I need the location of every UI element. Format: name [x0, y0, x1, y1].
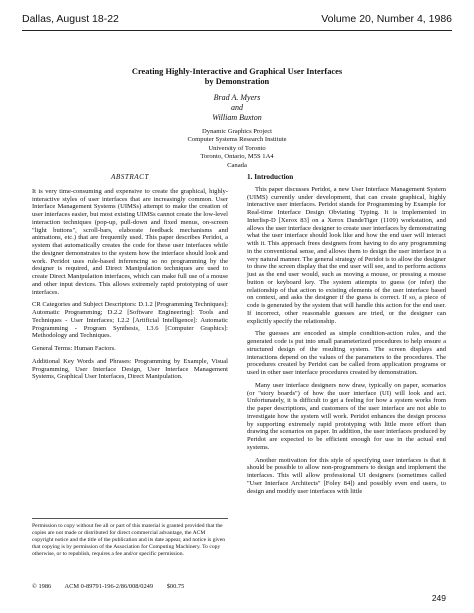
author-conjunction: and — [231, 103, 243, 112]
affiliation-line: Canada — [227, 161, 247, 169]
affiliation — [60, 128, 414, 170]
copyright-line — [32, 583, 196, 590]
header-rule — [22, 30, 452, 31]
title-line-1: Creating Highly-Interactive and Graphical User Interfaces — [131, 67, 343, 76]
keywords: Additional Key Words and Phrases: Programming by Example, Visual Programming, User Interface Design, User Interface Management Systems, Graphical User Interfaces, Direct Manipulation. — [32, 357, 228, 381]
page-number: 249 — [431, 593, 446, 603]
author-2: William Buxton — [212, 113, 262, 122]
abstract-heading: ABSTRACT — [111, 173, 149, 181]
intro-paragraph-1: This paper discusses Peridot, a new User Interface Management System (UIMS) currently under development, that can create graphical, highly interactive user interfaces. Peridot stands for Programming by Example for Real-time Interface Design Obviating Typing. It is implemented in Interlisp-D [Xerox 83] on a Xerox DandeTiger (1109) workstation, and allows the user interface designer to create user interfaces by demonstrating what the user interface should look like and how the end user will interact with it. This approach frees designers from having to do any programming in the conventional sense, and allows them to design the user interface in a very natural manner. The general strategy of Peridot is to allow the designer to draw the screen display that the end user will see, and to perform actions just as the end user would, such as moving a mouse, or pressing a mouse button or keyboard key. The system attempts to guess (or infer) the relationship of that action to existing elements of the user interface based on context, and asks the designer if the guess is correct. If so, a piece of code is generated by the system that will handle this action for the end user. If incorrect, other reasonable guesses are tried, or the designer can explicitly specify the relationship. — [247, 185, 446, 325]
copyright-year: © 1986 — [32, 583, 52, 590]
intro-paragraph-4: Another motivation for this style of specifying user interfaces is that it should be possible to allow non-programmers to design and implement the interfaces. This will allow professional UI designers (sometimes called "User Interface Architects" [Foley 84]) and possibly even end users, to design and modify user interfaces with little — [247, 456, 446, 495]
affiliation-line: University of Toronto — [208, 144, 266, 152]
title-line-2: by Demonstration — [204, 77, 270, 86]
cr-categories: CR Categories and Subject Descriptors: D.1.2 [Programming Techniques]: Automatic Programming; D.2.2 [Software Engineering]: Tools and Techniques - User Interfaces; I.2.2 [Artificial Intelligence]: Automatic Programming - Program Synthesis, I.3.6 [Computer Graphics]: Methodology and Techniques. — [32, 301, 228, 340]
general-terms: General Terms: Human Factors. — [32, 345, 116, 352]
right-column — [247, 174, 446, 500]
acm-number: ACM 0-89791-196-2/86/008/0249 — [64, 583, 154, 590]
copyright-notice: Permission to copy without fee all or part of this material is granted provided that the copies are not made or distributed for direct commercial advantage, the ACM copyright notice and the title of the publication and its date appear, and notice is given that copying is by permission of the Association for Computing Machinery. To copy otherwise, or to republish, requires a fee and/or specific permission. — [32, 518, 228, 558]
left-column — [32, 174, 228, 386]
price: $00.75 — [166, 583, 185, 590]
affiliation-line: Computer Systems Research Institute — [187, 136, 287, 144]
paper-title — [60, 67, 414, 87]
running-header — [22, 13, 452, 27]
intro-paragraph-3: Many user interface designers now draw, typically on paper, scenarios (or "story boards") of how the user interface (UI) will look and act. Unfortunately, it is difficult to get a feeling for how a system works from the paper descriptions, and customers of the user interface are not able to investigate how the system will work. Peridot enhances the design process by supporting extremely rapid prototyping with little more effort than drawing the scenarios on paper. In addition, the user interfaces produced by Peridot are expected to be efficient enough for use in the actual end systems. — [247, 381, 446, 451]
affiliation-line: Toronto, Ontario, M5S 1A4 — [200, 153, 274, 161]
intro-paragraph-2: The guesses are encoded as simple condition-action rules, and the generated code is put into small parameterized procedures to help ensure a structured design of the resulting system. The screen displays and interactions depend on the values of the parameters to the procedures. The procedures created by Peridot can be called from application programs or used in other user interface procedures created by demonstration. — [247, 330, 446, 376]
affiliation-line: Dynamic Graphics Project — [202, 128, 272, 135]
header-conference: Dallas, August 18-22 — [22, 13, 119, 25]
author-1: Brad A. Myers — [213, 93, 261, 102]
header-volume: Volume 20, Number 4, 1986 — [321, 13, 452, 25]
intro-heading: 1. Introduction — [247, 173, 294, 181]
abstract-text: It is very time-consuming and expensive to create the graphical, highly-interactive styles of user interfaces that are increasingly common. User Interface Management Systems (UIMSs) attempt to make the creation of user interfaces easier, but most existing UIMSs cannot create the low-level interaction techniques (pop-up, pull-down and fixed menus, on-screen "light buttons", scroll-bars, elaborate feedback mechanisms and animations, etc.) that are frequently used. This paper describes Peridot, a system that automatically creates the code for these user interfaces while the designer demonstrates to the system how the interface should look and work. Peridot uses rule-based inferencing so no programming by the designer is required, and Direct Manipulation techniques are used to create Direct Manipulation interfaces, which can make full use of a mouse and other input devices. This allows extremely rapid prototyping of user interfaces. — [32, 187, 228, 296]
authors — [60, 93, 414, 123]
